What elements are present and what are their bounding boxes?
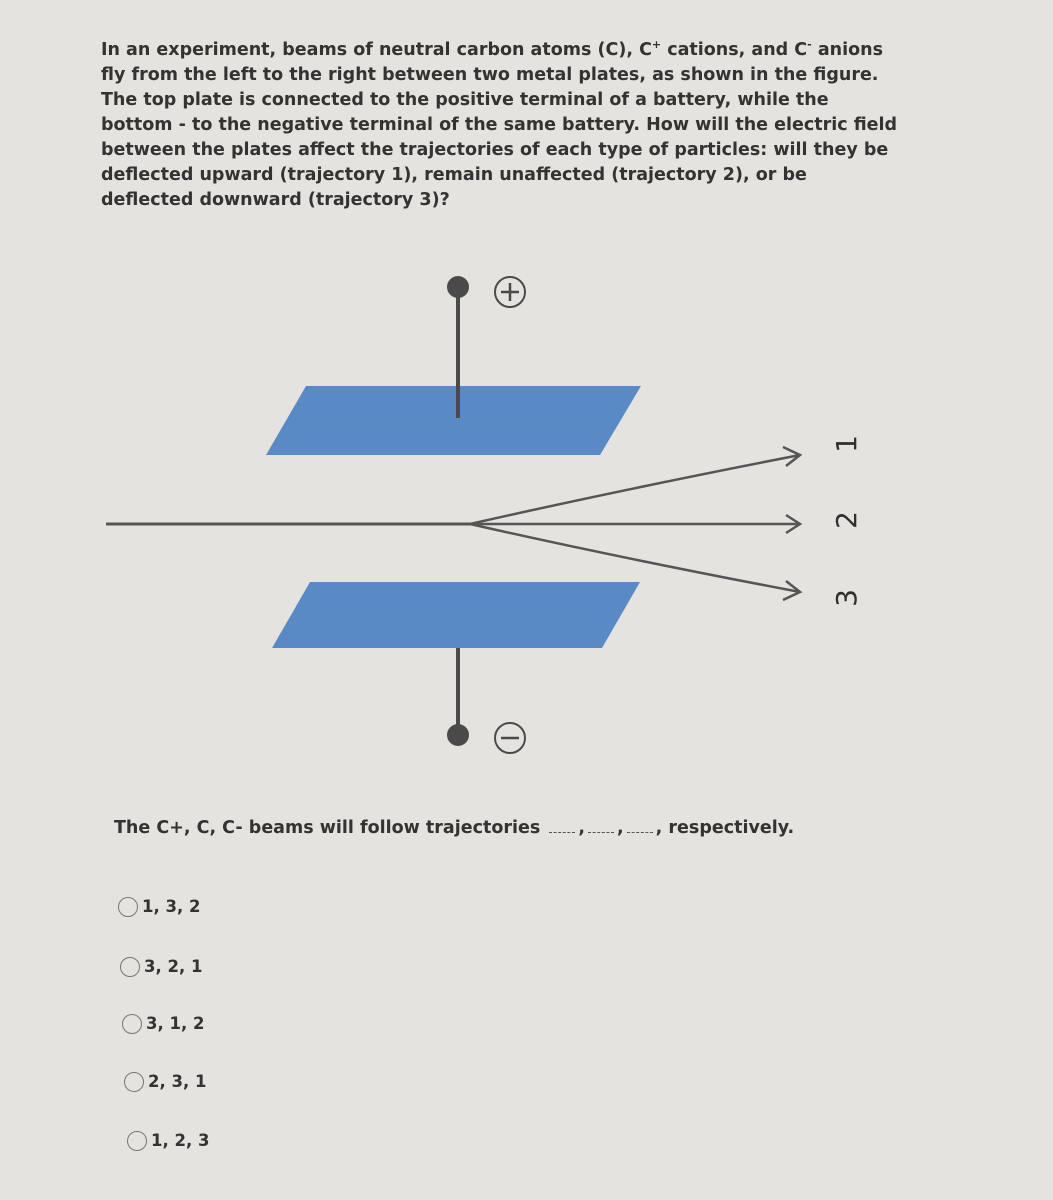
trajectory-1 (470, 455, 800, 524)
answer-blank-1 (549, 822, 575, 833)
option-label: 1, 3, 2 (142, 897, 201, 916)
prompt-separator-1: , (578, 818, 586, 838)
prompt-separator-2: , (617, 818, 624, 838)
trajectory-label-3: 3 (830, 589, 863, 607)
bottom-terminal-dot (447, 724, 469, 746)
deflection-diagram (0, 255, 1053, 765)
trajectory-3 (470, 524, 800, 592)
answer-blank-3 (627, 822, 653, 833)
option-1[interactable] (118, 896, 200, 920)
radio-icon[interactable] (120, 957, 140, 977)
radio-icon[interactable] (122, 1014, 142, 1034)
option-label: 3, 1, 2 (146, 1014, 205, 1033)
radio-icon[interactable] (124, 1072, 144, 1092)
trajectory-label-2: 2 (830, 511, 863, 529)
plus-superscript: + (651, 38, 662, 52)
radio-icon[interactable] (127, 1131, 147, 1151)
answer-blank-2 (588, 822, 614, 833)
option-label: 2, 3, 1 (148, 1072, 207, 1091)
prompt-text: The C+, C, C- beams will follow trajectories (114, 818, 541, 838)
option-label: 1, 2, 3 (151, 1131, 210, 1150)
prompt-end: , respectively. (655, 818, 795, 838)
question-part-3: anions fly from the left to the right between two metal plates, as shown in the figure. The top plate is connected to the positive terminal of a battery, while the bottom - to the negative terminal of the same battery. How will the electric field between the plates affect the trajectories of each type of particles: will they be deflected upward (trajectory 1), remain unaffected (trajectory 2), or be deflected downward (trajectory 3)? (101, 40, 898, 210)
question-part-1: In an experiment, beams of neutral carbon atoms (C), C (101, 40, 652, 60)
fill-in-prompt (114, 818, 794, 838)
option-2[interactable] (120, 956, 202, 980)
question-part-2: cations, and C (661, 40, 808, 60)
radio-icon[interactable] (118, 897, 138, 917)
option-4[interactable] (124, 1071, 206, 1095)
top-plate (266, 386, 641, 455)
trajectory-label-1: 1 (830, 435, 863, 453)
minus-superscript: - (807, 38, 812, 52)
top-terminal-dot (447, 276, 469, 298)
question-text (101, 38, 901, 213)
option-3[interactable] (122, 1013, 204, 1037)
option-5[interactable] (127, 1130, 209, 1154)
option-label: 3, 2, 1 (144, 957, 203, 976)
bottom-plate (272, 582, 640, 648)
